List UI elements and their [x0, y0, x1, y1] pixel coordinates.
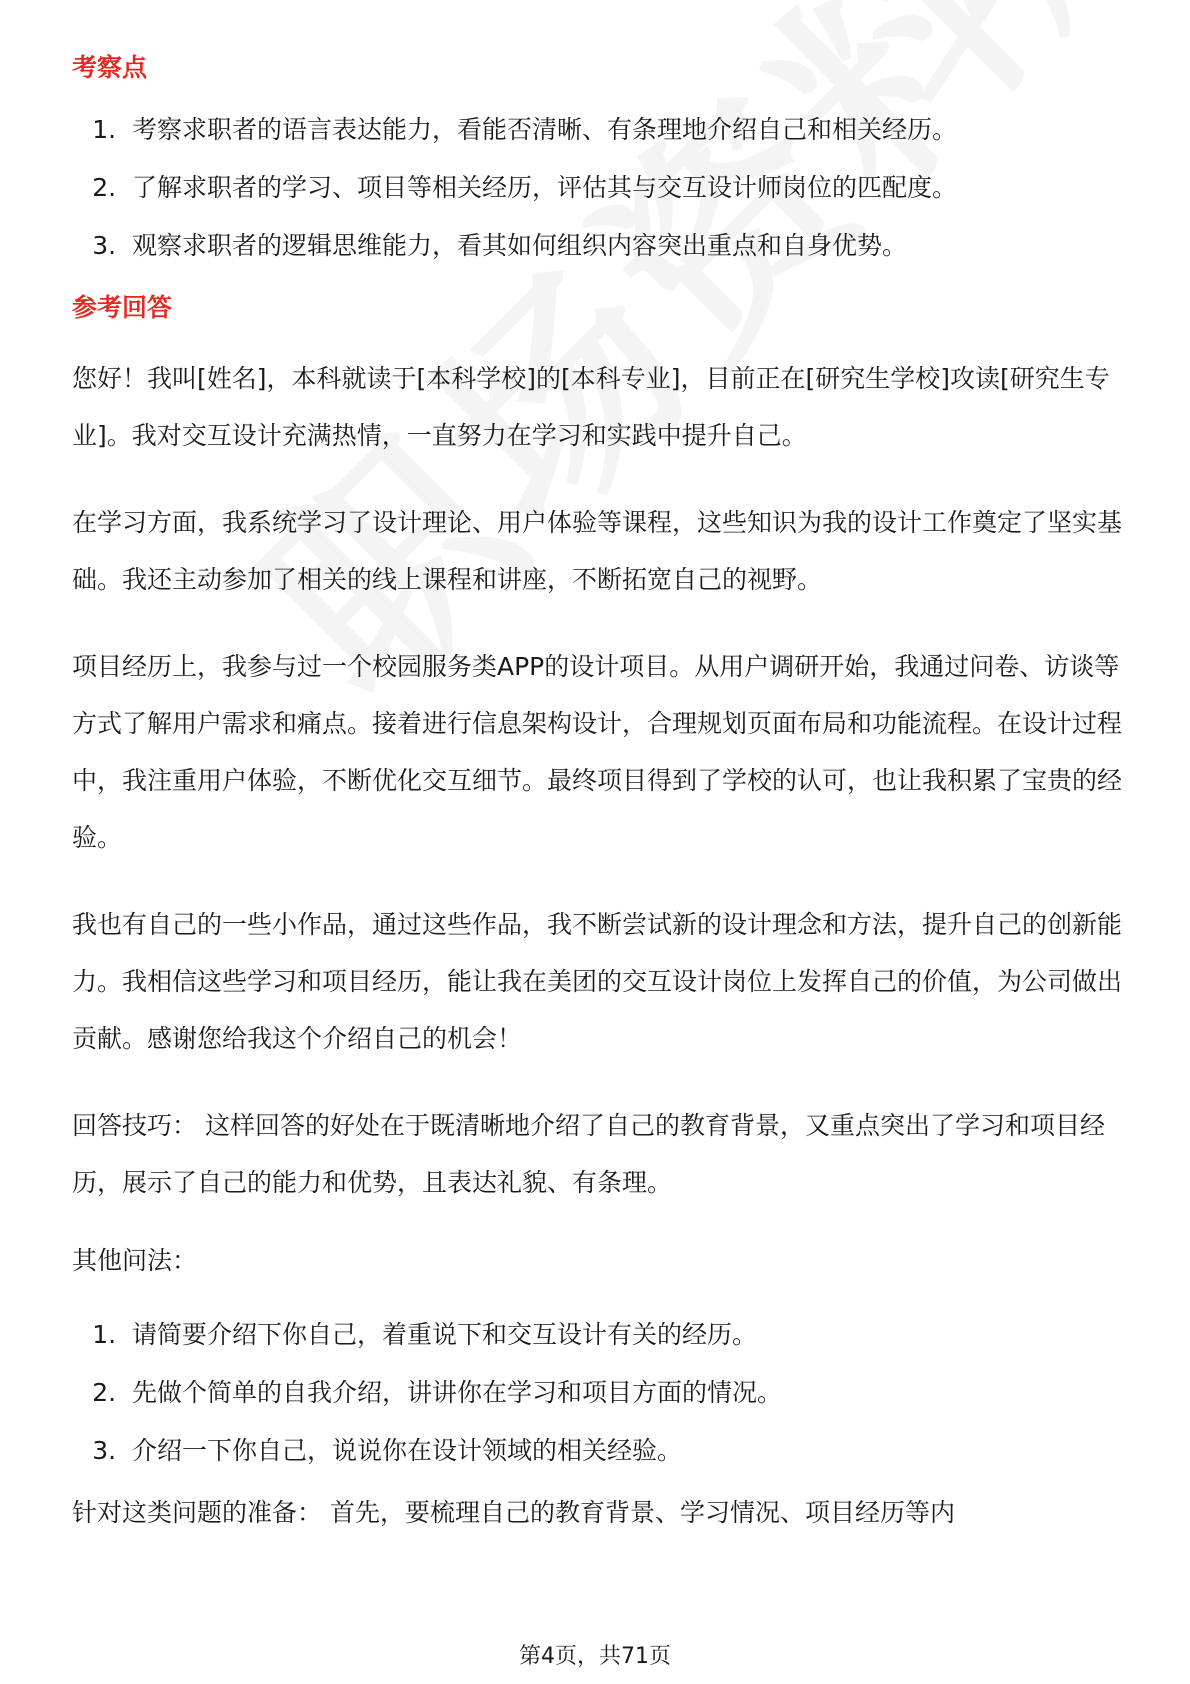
page-number: 第4页，共71页: [519, 1644, 671, 1669]
prep-paragraph: 针对这类问题的准备： 首先，要梳理自己的教育背景、学习情况、项目经历等内: [72, 1498, 955, 1527]
examine-heading: 考察点: [72, 53, 148, 82]
list-item: 3. 观察求职者的逻辑思维能力，看其如何组织内容突出重点和自身优势。: [124, 226, 1132, 266]
list-item: 2. 了解求职者的学习、项目等相关经历，评估其与交互设计师岗位的匹配度。: [124, 168, 1132, 208]
answer-paragraph: 项目经历上，我参与过一个校园服务类APP的设计项目。从用户调研开始，我通过问卷、访谈等方式了解用户需求和痛点。接着进行信息架构设计，合理规划页面布局和功能流程。在设计过程中，我注重用户体验，不断优化交互细节。最终项目得到了学校的认可，也让我积累了宝贵的经验。: [72, 652, 1123, 852]
page-content: [72, 48, 1132, 1567]
answer-paragraph: 在学习方面，我系统学习了设计理论、用户体验等课程，这些知识为我的设计工作奠定了坚实基础。我还主动参加了相关的线上课程和讲座，不断拓宽自己的视野。: [72, 508, 1123, 594]
list-item: 1. 考察求职者的语言表达能力，看能否清晰、有条理地介绍自己和相关经历。: [124, 110, 1132, 150]
other-questions-list: [72, 1315, 1132, 1471]
answer-paragraph: 您好！我叫[姓名]，本科就读于[本科学校]的[本科专业]，目前正在[研究生学校]攻读[研究生专业]。我对交互设计充满热情，一直努力在学习和实践中提升自己。: [72, 364, 1110, 450]
examine-list: [72, 110, 1132, 266]
tips-paragraph: 回答技巧： 这样回答的好处在于既清晰地介绍了自己的教育背景，又重点突出了学习和项目经历，展示了自己的能力和优势，且表达礼貌、有条理。: [72, 1111, 1105, 1197]
list-item: 1. 请简要介绍下你自己，着重说下和交互设计有关的经历。: [124, 1315, 1132, 1355]
answer-heading: 参考回答: [72, 293, 173, 322]
answer-paragraph: 我也有自己的一些小作品，通过这些作品，我不断尝试新的设计理念和方法，提升自己的创新能力。我相信这些学习和项目经历，能让我在美团的交互设计岗位上发挥自己的价值，为公司做出贡献。感谢您给我这个介绍自己的机会！: [72, 910, 1123, 1053]
list-item: 2. 先做个简单的自我介绍，讲讲你在学习和项目方面的情况。: [124, 1373, 1132, 1413]
list-item: 3. 介绍一下你自己，说说你在设计领域的相关经验。: [124, 1431, 1132, 1471]
other-questions-label: 其他问法：: [72, 1246, 198, 1275]
